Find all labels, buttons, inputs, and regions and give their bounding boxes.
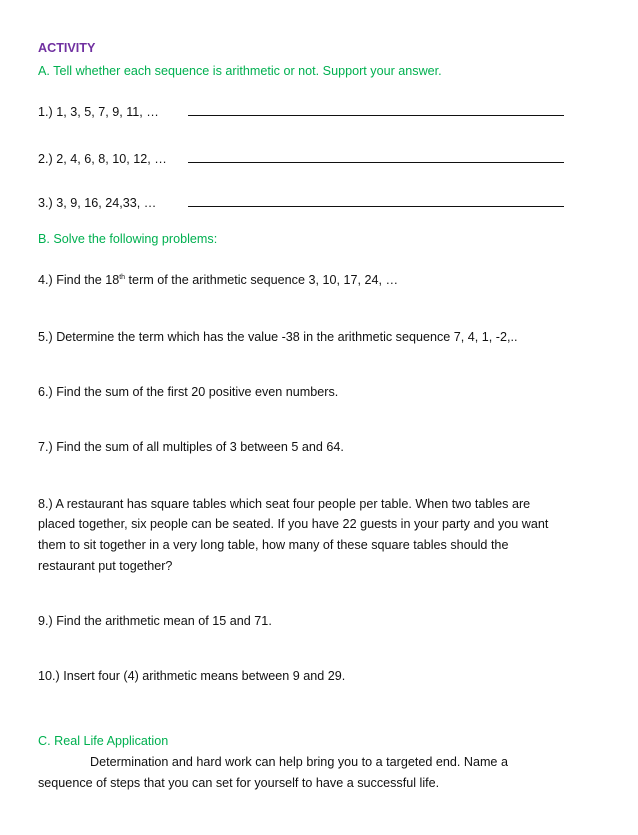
activity-heading: ACTIVITY — [38, 41, 96, 55]
question-4-sup: th — [119, 274, 126, 281]
question-8-line-1: 8.) A restaurant has square tables which seat four people per table. When two tables are — [38, 497, 531, 511]
question-10: 10.) Insert four (4) arithmetic means between 9 and 29. — [38, 669, 346, 683]
question-8-line-2: placed together, six people can be seated. If you have 22 guests in your party and you want — [38, 517, 549, 531]
question-2-text: 2.) 2, 4, 6, 8, 10, 12, … — [38, 152, 167, 166]
answer-line-2 — [188, 151, 564, 163]
question-8-line-4: restaurant put together? — [38, 559, 173, 573]
answer-line-1 — [188, 104, 564, 116]
question-3 — [38, 195, 564, 211]
section-c-line-1: Determination and hard work can help bring you to a targeted end. Name a — [90, 755, 508, 769]
question-7: 7.) Find the sum of all multiples of 3 between 5 and 64. — [38, 440, 344, 454]
question-6: 6.) Find the sum of the first 20 positive even numbers. — [38, 385, 339, 399]
question-4-post: term of the arithmetic sequence 3, 10, 17, 24, … — [125, 273, 399, 287]
question-5: 5.) Determine the term which has the value -38 in the arithmetic sequence 7, 4, 1, -2,.. — [38, 330, 518, 344]
section-c-line-2: sequence of steps that you can set for yourself to have a successful life. — [38, 776, 440, 790]
question-1 — [38, 104, 564, 120]
section-b-title: B. Solve the following problems: — [38, 232, 218, 246]
question-3-text: 3.) 3, 9, 16, 24,33, … — [38, 196, 157, 210]
question-9: 9.) Find the arithmetic mean of 15 and 71. — [38, 614, 272, 628]
question-4 — [38, 273, 398, 288]
question-1-text: 1.) 1, 3, 5, 7, 9, 11, … — [38, 105, 159, 119]
question-4-pre: 4.) Find the 18 — [38, 273, 120, 287]
section-a-title: A. Tell whether each sequence is arithmetic or not. Support your answer. — [38, 64, 442, 78]
section-c-title: C. Real Life Application — [38, 734, 169, 748]
answer-line-3 — [188, 195, 564, 207]
question-2 — [38, 151, 564, 167]
question-8-line-3: them to sit together in a very long table, how many of these square tables should the — [38, 538, 509, 552]
